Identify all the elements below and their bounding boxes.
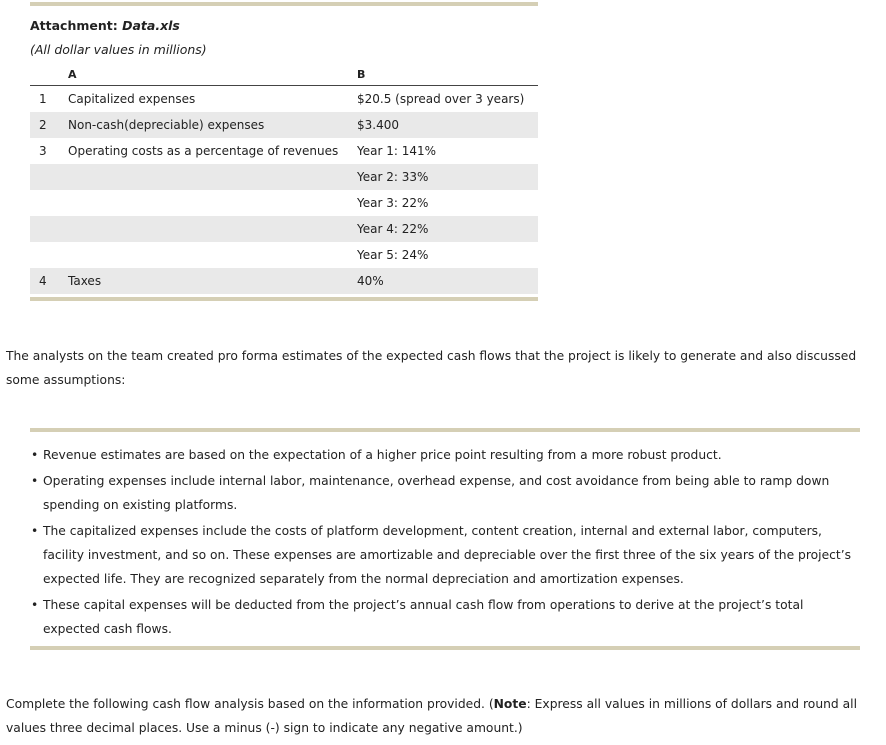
bullet-icon: •	[31, 448, 39, 462]
table-row	[30, 112, 538, 138]
instruction-before: Complete the following cash flow analysis based on the information provided. (	[6, 697, 494, 711]
table-row	[30, 268, 538, 294]
assumption-text: The capitalized expenses include the costs of platform development, content creation, internal and external labor, computers, facility investment, and so on. These expenses are amortizable and depreciable over the first three of the six years of the project’s expected life. They are recognized separately from the normal depreciation and amortization expenses.	[43, 524, 852, 586]
row-value: Year 5: 24%	[357, 248, 429, 262]
table-row	[30, 86, 538, 112]
row-value: Year 1: 141%	[357, 144, 437, 158]
assumption-text: Operating expenses include internal labor, maintenance, overhead expense, and cost avoidance from being able to ramp down spending on existing platforms.	[43, 474, 830, 512]
note-label: Note	[493, 697, 527, 711]
attachment-subtitle: (All dollar values in millions)	[30, 42, 207, 57]
row-number: 3	[39, 144, 47, 158]
row-label: Operating costs as a percentage of revenues	[68, 144, 339, 158]
row-value: $3.400	[357, 118, 399, 132]
assumption-text: These capital expenses will be deducted from the project’s annual cash flow from operations to derive at the project’s total expected cash flows.	[43, 598, 804, 636]
row-label: Non-cash(depreciable) expenses	[68, 118, 265, 132]
row-number: 4	[39, 274, 47, 288]
row-value: Year 3: 22%	[357, 196, 429, 210]
assumptions-list	[30, 443, 860, 643]
row-label: Capitalized expenses	[68, 92, 196, 106]
row-number: 2	[39, 118, 47, 132]
instruction-paragraph	[6, 692, 884, 740]
row-number: 1	[39, 92, 47, 106]
table-row	[30, 216, 538, 242]
row-value: Year 2: 33%	[357, 170, 429, 184]
row-label: Taxes	[68, 274, 102, 288]
instruction-after: : Express all values in millions of dollars and round all values three decimal places. Use a minus (-) sign to indicate any negative amount.)	[6, 697, 858, 735]
intro-paragraph: The analysts on the team created pro forma estimates of the expected cash flows that the project is likely to generate and also discussed some assumptions:	[6, 349, 857, 387]
attachment-panel	[30, 2, 538, 301]
row-value: Year 4: 22%	[357, 222, 429, 236]
list-item	[30, 519, 860, 591]
bullet-icon: •	[31, 598, 39, 612]
table-row	[30, 164, 538, 190]
list-item	[30, 593, 860, 641]
column-a-header: A	[68, 68, 77, 81]
bullet-icon: •	[31, 474, 39, 488]
attachment-label: Attachment:	[30, 18, 118, 33]
attachment-title	[30, 18, 180, 33]
list-item	[30, 443, 860, 467]
attachment-file-name: Data.xls	[122, 18, 180, 33]
row-value: $20.5 (spread over 3 years)	[357, 92, 525, 106]
row-value: 40%	[357, 274, 384, 288]
table-row	[30, 190, 538, 216]
column-b-header: B	[357, 68, 366, 81]
assumptions-panel	[30, 428, 860, 650]
table-row	[30, 242, 538, 268]
list-item	[30, 469, 860, 517]
bullet-icon: •	[31, 524, 39, 538]
assumption-text: Revenue estimates are based on the expectation of a higher price point resulting from a more robust product.	[43, 448, 722, 462]
table-row	[30, 138, 538, 164]
